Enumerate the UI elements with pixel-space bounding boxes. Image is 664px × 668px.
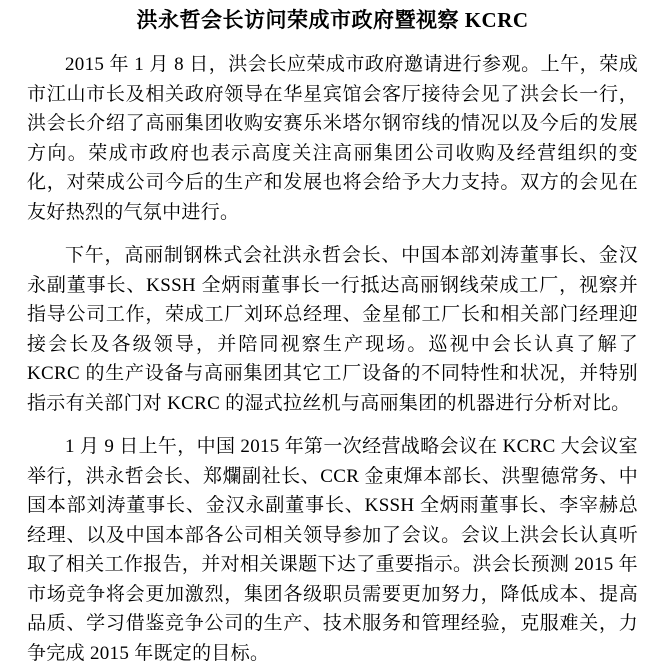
paragraph-factory-inspection: 下午，高丽制钢株式会社洪永哲会长、中国本部刘涛董事长、金汉永副董事长、KSSH 全炳雨董事长一行抵达高丽钢线荣成工厂，视察并指导公司工作，荣成工厂刘环总经理、金星郁工厂长和相关部门经理迎接会长及各级领导，并陪同视察生产现场。巡视中会长认真了解了 KCRC 的生产设备与高丽集团其它工厂设备的不同特性和状况，并特别指示有关部门对 KCRC 的湿式拉丝机与高丽集团的机器进行分析对比。	[27, 245, 638, 414]
document-title: 洪永哲会长访问荣成市政府暨视察 KCRC	[136, 8, 529, 32]
paragraph-visit-day1: 2015 年 1 月 8 日，洪会长应荣成市政府邀请进行参观。上午，荣成市江山市长及相关政府领导在华星宾馆会客厅接待会见了洪会长一行，洪会长介绍了高丽集团收购安赛乐米塔尔钢帘线的情况以及今后的发展方向。荣成市政府也表示高度关注高丽集团公司收购及经营组织的变化，对荣成公司今后的生产和发展也将会给予大力支持。双方的会见在友好热烈的气氛中进行。	[27, 54, 638, 223]
paragraph-strategy-meeting: 1 月 9 日上午，中国 2015 年第一次经营战略会议在 KCRC 大会议室举行，洪永哲会长、郑爛副社长、CCR 金東煇本部长、洪聖德常务、中国本部刘涛董事长、金汉永副董事长、KSSH 全炳雨董事长、李宰赫总经理、以及中国本部各公司相关领导参加了会议。会议上洪会长认真听取了相关工作报告，并对相关课题下达了重要指示。洪会长预测 2015 年市场竞争将会更加激烈，集团各级职员需要更加努力，降低成本、提高品质、学习借鉴竞争公司的生产、技术服务和管理经验，克服难关，力争完成 2015 年既定的目标。	[27, 436, 638, 664]
